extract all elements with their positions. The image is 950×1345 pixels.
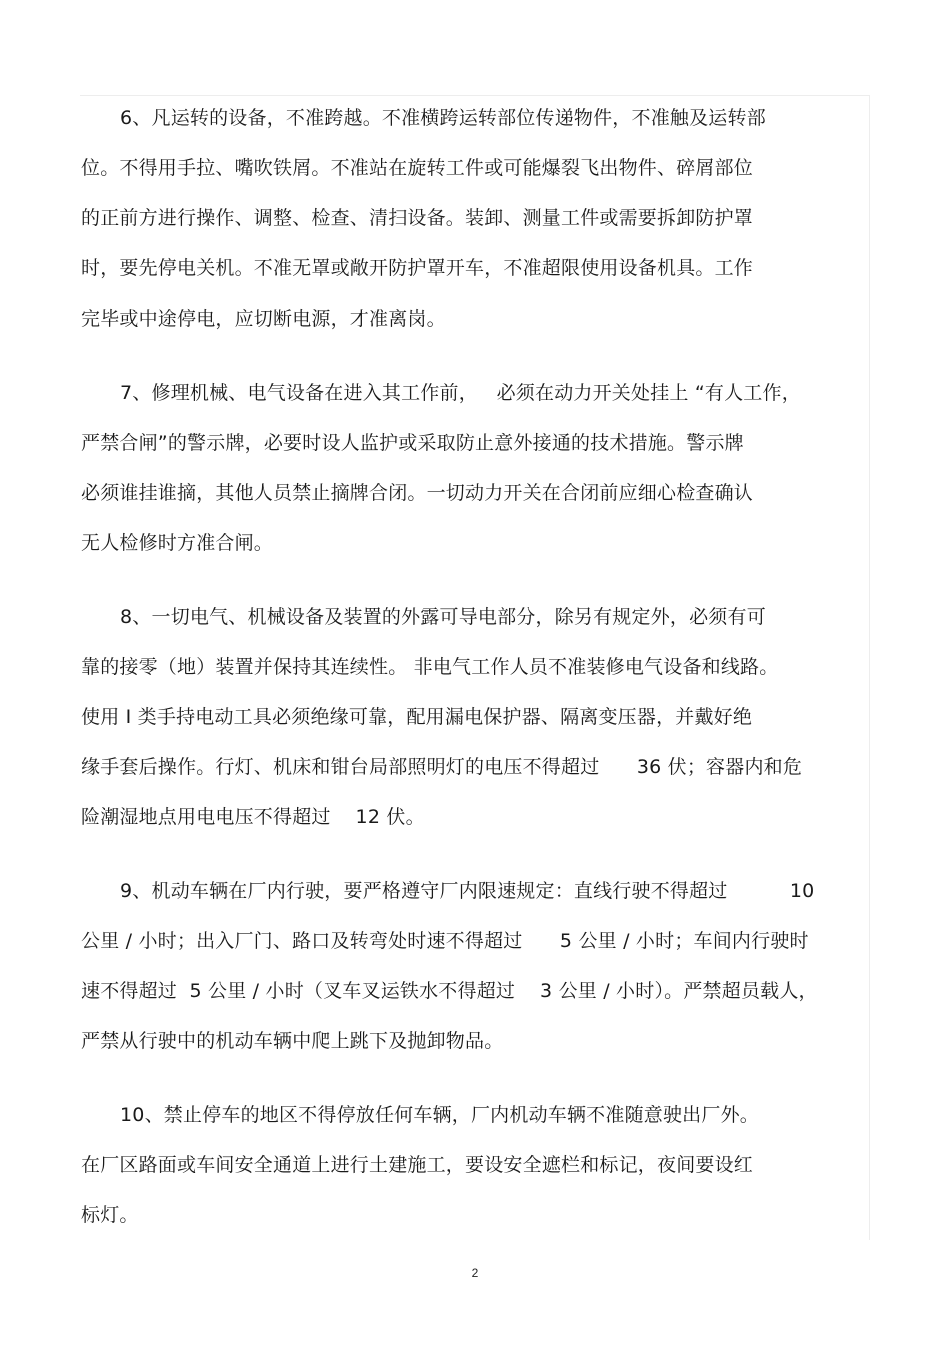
paragraph-line: 公里 / 小时；出入厂门、路口及转弯处时速不得超过 5 公里 / 小时；车间内行驶时 (81, 930, 809, 952)
paragraph-line: 7、修理机械、电气设备在进入其工作前， 必须在动力开关处挂上 “有人工作， (120, 382, 801, 404)
page-border-top (80, 95, 870, 96)
page-number: 2 (471, 1266, 479, 1280)
paragraph-line: 8、一切电气、机械设备及装置的外露可导电部分，除另有规定外，必须有可 (120, 606, 766, 628)
paragraph-line: 缘手套后操作。行灯、机床和钳台局部照明灯的电压不得超过 36 伏；容器内和危 (81, 756, 803, 778)
paragraph-line: 险潮湿地点用电电压不得超过 12 伏。 (81, 806, 425, 828)
paragraph-line: 靠的接零（地）装置并保持其连续性。 非电气工作人员不准装修电气设备和线路。 (81, 656, 779, 678)
paragraph-line: 9、机动车辆在厂内行驶，要严格遵守厂内限速规定：直线行驶不得超过 10 (120, 880, 815, 902)
paragraph-line: 6、凡运转的设备，不准跨越。不准横跨运转部位传递物件，不准触及运转部 (120, 107, 766, 129)
paragraph-line: 的正前方进行操作、调整、检查、清扫设备。装卸、测量工件或需要拆卸防护罩 (81, 207, 754, 229)
paragraph-line: 10、禁止停车的地区不得停放任何车辆，厂内机动车辆不准随意驶出厂外。 (120, 1104, 759, 1126)
paragraph-line: 位。不得用手拉、嘴吹铁屑。不准站在旋转工件或可能爆裂飞出物件、碎屑部位 (81, 157, 754, 179)
paragraph-line: 使用 Ⅰ 类手持电动工具必须绝缘可靠，配用漏电保护器、隔离变压器，并戴好绝 (81, 706, 753, 728)
paragraph-line: 标灯。 (81, 1204, 139, 1226)
page-border-right (869, 95, 870, 1240)
paragraph-line: 严禁从行驶中的机动车辆中爬上跳下及抛卸物品。 (81, 1030, 504, 1052)
paragraph-line: 时，要先停电关机。不准无罩或敞开防护罩开车，不准超限使用设备机具。工作 (81, 257, 754, 279)
paragraph-line: 在厂区路面或车间安全通道上进行土建施工，要设安全遮栏和标记，夜间要设红 (81, 1154, 754, 1176)
paragraph-line: 严禁合闸”的警示牌，必要时设人监护或采取防止意外接通的技术措施。警示牌 (81, 432, 744, 454)
paragraph-line: 速不得超过 5 公里 / 小时（叉车叉运铁水不得超过 3 公里 / 小时）。严禁超员载人， (81, 980, 818, 1002)
paragraph-line: 完毕或中途停电，应切断电源，才准离岗。 (81, 308, 446, 330)
paragraph-line: 无人检修时方准合闸。 (81, 532, 274, 554)
paragraph-line: 必须谁挂谁摘，其他人员禁止摘牌合闭。一切动力开关在合闭前应细心检查确认 (81, 482, 754, 504)
